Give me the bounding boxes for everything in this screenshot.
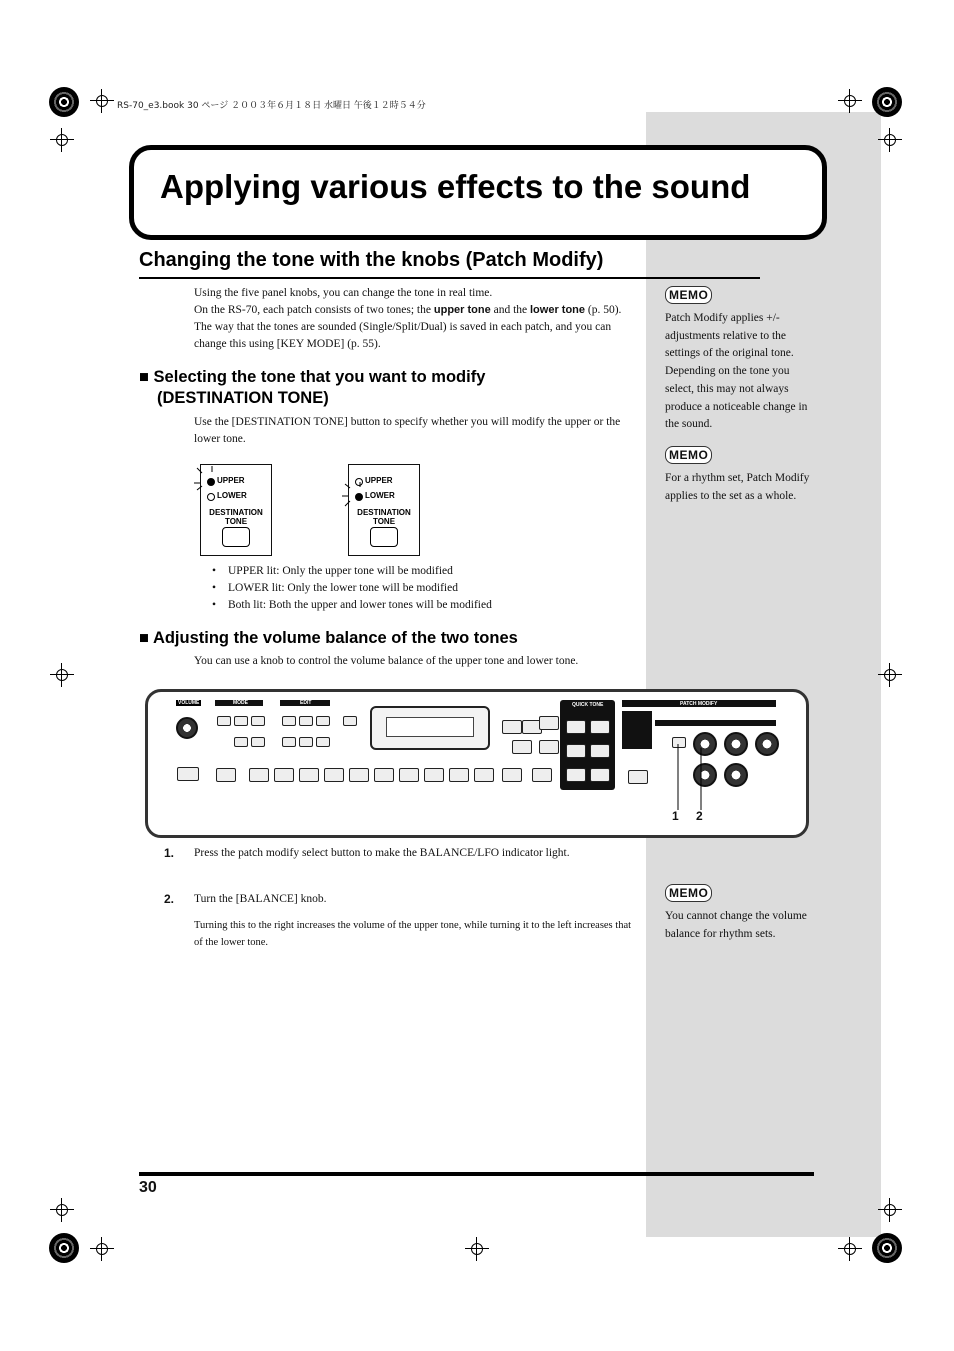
memo-text: You cannot change the volume balance for rhythm sets. [665,910,807,940]
subheading-line2: (DESTINATION TONE) [157,389,329,407]
destination-tone-button [222,527,250,547]
panel-button-icon [532,768,552,782]
section-heading: Changing the tone with the knobs (Patch Modify) [139,249,604,271]
lcd-screen [386,717,474,737]
upper-label: UPPER [217,476,245,485]
quick-tone-label: QUICK TONE [572,702,604,708]
destination-label [352,508,416,526]
callout-2: 2 [696,809,703,823]
panel-button-icon [374,768,394,782]
subheading-line1: ■ Selecting the tone that you want to modify [139,368,486,386]
destination-label-line1: DESTINATION [209,508,263,517]
panel-button-icon [349,768,369,782]
crosshair-icon [878,663,902,687]
panel-button-icon [217,716,231,726]
panel-button-icon [566,768,586,782]
lower-label: LOWER [365,491,395,500]
panel-button-icon [566,720,586,734]
crosshair-icon [878,1198,902,1222]
panel-button-icon [590,768,610,782]
destination-label-line2: TONE [224,517,248,526]
knob-icon [724,763,748,787]
panel-button-icon [299,768,319,782]
memo-sidebar [646,112,881,1237]
panel-button-icon [424,768,444,782]
volume-label: VOLUME [178,700,200,706]
lcd-display [370,706,490,750]
panel-button-icon [299,737,313,747]
lower-led-icon [207,493,215,501]
panel-button-icon [282,737,296,747]
light-rays-icon [194,466,216,492]
step-number: 2. [164,892,175,906]
panel-button-icon [512,740,532,754]
panel-button-icon [234,737,248,747]
crosshair-icon [838,89,862,113]
file-header: RS-70_e3.book 30 ページ ２００３年６月１８日 水曜日 午後１２時５４分 [117,101,426,111]
panel-button-icon [216,768,236,782]
panel-button-icon [399,768,419,782]
panel-button-icon [539,740,559,754]
memo-box [665,884,815,943]
crosshair-icon [465,1237,489,1261]
destination-tone-block [622,711,652,749]
upper-label: UPPER [365,476,393,485]
patch-modify-labels-bar [655,720,776,726]
destination-label-line1: DESTINATION [357,508,411,517]
page-number: 30 [139,1179,157,1196]
destination-label [204,508,268,526]
registration-mark-icon [49,1233,79,1263]
bullet-item: • Both lit: Both the upper and lower tones will be modified [212,597,632,614]
step-number: 1. [164,846,175,860]
destination-tone-body: Use the [DESTINATION TONE] button to specify whether you will modify the upper or the lower tone. [194,416,621,445]
panel-button-icon [628,770,648,784]
crosshair-icon [90,1237,114,1261]
memo-icon: MEMO [665,446,712,464]
panel-button-icon [234,716,248,726]
panel-button-icon [251,716,265,726]
panel-button-icon [590,744,610,758]
intro-paragraph [194,285,634,353]
mode-label: MODE [233,700,248,706]
lower-tone-term: lower tone [530,304,586,316]
panel-button-icon [449,768,469,782]
light-rays-icon [342,482,364,508]
intro-line1: Using the five panel knobs, you can change the tone in real time. [194,287,493,299]
memo-box [665,446,815,505]
memo-icon: MEMO [665,884,712,902]
knob-icon [755,732,779,756]
step-text: Turn the [BALANCE] knob. [194,893,327,905]
registration-mark-icon [49,87,79,117]
memo-text: For a rhythm set, Patch Modify applies to the set as a whole. [665,472,810,502]
subheading-destination-tone [139,367,485,409]
bullet-item: • LOWER lit: Only the lower tone will be modified [212,580,632,597]
panel-button-icon [316,716,330,726]
memo-text: Patch Modify applies +/- adjustments relative to the settings of the original tone. Depending on the tone you select, this may not always produce a noticeable change in the sound. [665,312,808,431]
step-text: Press the patch modify select button to make the BALANCE/LFO indicator light. [194,847,570,859]
patch-modify-label: PATCH MODIFY [680,701,718,707]
panel-button-icon [324,768,344,782]
upper-tone-term: upper tone [433,304,491,316]
callout-1: 1 [672,809,679,823]
memo-box [665,286,815,434]
memo-icon: MEMO [665,286,712,304]
panel-button-icon [539,716,559,730]
volume-balance-body: You can use a knob to control the volume balance of the upper tone and lower tone. [194,655,579,667]
panel-button-icon [474,768,494,782]
crosshair-icon [50,128,74,152]
panel-button-icon [343,716,357,726]
panel-button-icon [177,767,199,781]
panel-button-icon [282,716,296,726]
panel-button-icon [590,720,610,734]
bullet-list [212,563,632,614]
panel-button-icon [251,737,265,747]
edit-label: EDIT [300,700,312,706]
registration-mark-icon [872,1233,902,1263]
knob-icon [724,732,748,756]
intro-line2-pre: On the RS-70, each patch consists of two tones; the [194,304,434,316]
crosshair-icon [50,1198,74,1222]
page-title: Applying various effects to the sound [160,168,751,205]
bullet-item: • UPPER lit: Only the upper tone will be modified [212,563,632,580]
panel-button-icon [566,744,586,758]
panel-button-icon [249,768,269,782]
destination-tone-button [370,527,398,547]
destination-tone-diagram-lower [348,464,420,556]
lower-label: LOWER [217,491,247,500]
panel-button-icon [274,768,294,782]
destination-label-line2: TONE [372,517,396,526]
panel-button-icon [502,720,522,734]
crosshair-icon [878,128,902,152]
volume-knob-icon [176,717,198,739]
panel-button-icon [502,768,522,782]
panel-button-icon [299,716,313,726]
intro-line2-post: (p. 50). The way that the tones are sounded (Single/Split/Dual) is saved in each patch, and you can change this using [KEY MODE] (p. 55). [194,304,622,350]
callout-lines [668,740,708,814]
intro-and: and the [490,304,530,316]
subheading-volume-balance: ■ Adjusting the volume balance of the two tones [139,629,518,647]
crosshair-icon [838,1237,862,1261]
heading-rule [139,277,760,279]
crosshair-icon [90,89,114,113]
step-detail: Turning this to the right increases the volume of the upper tone, while turning it to the left increases that of the lower tone. [194,920,632,948]
footer-rule [139,1172,814,1176]
panel-button-icon [316,737,330,747]
crosshair-icon [50,663,74,687]
registration-mark-icon [872,87,902,117]
